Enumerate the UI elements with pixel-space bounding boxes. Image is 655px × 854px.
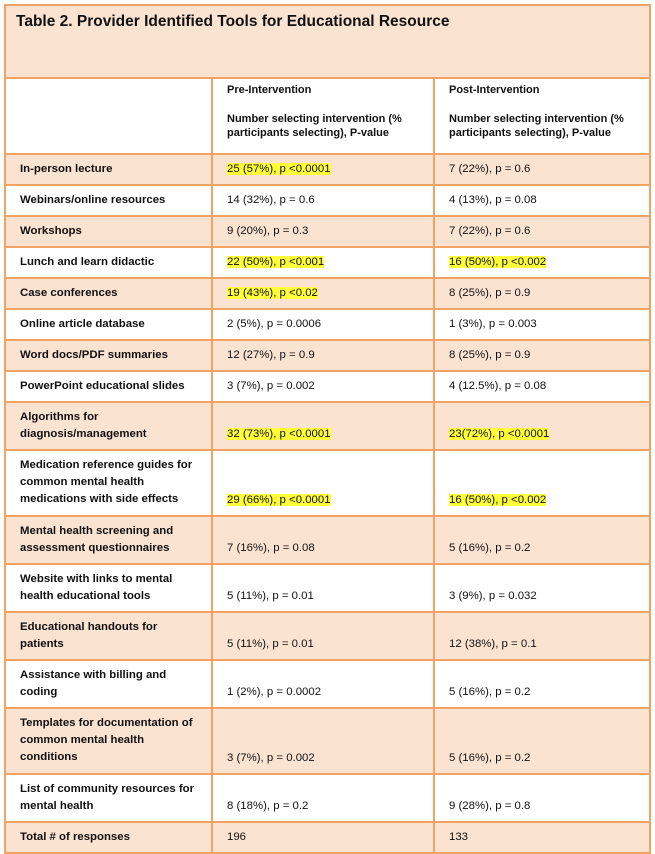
table-row xyxy=(5,309,650,340)
row-label-text: Total # of responses xyxy=(20,831,130,843)
post-value xyxy=(434,822,650,853)
row-label-text: Medication reference guides for common mental health medications with side effects xyxy=(20,459,193,505)
row-label xyxy=(5,371,212,402)
table-row xyxy=(5,564,650,612)
row-label-text: Case conferences xyxy=(20,287,118,299)
header-post-cell xyxy=(434,78,650,154)
row-label-text: Webinars/online resources xyxy=(20,194,166,206)
row-label-text: Word docs/PDF summaries xyxy=(20,349,168,361)
pre-value-text: 9 (20%), p = 0.3 xyxy=(227,225,309,237)
pre-value-text: 32 (73%), p <0.0001 xyxy=(227,428,331,440)
pre-value-text: 196 xyxy=(227,831,247,843)
header-label-cell xyxy=(5,78,212,154)
pre-heading: Pre-Intervention xyxy=(227,84,312,96)
row-label-text: Website with links to mental health educational tools xyxy=(20,573,173,602)
row-label-text: List of community resources for mental health xyxy=(20,783,195,812)
pre-value-text: 3 (7%), p = 0.002 xyxy=(227,380,315,392)
row-label-text: PowerPoint educational slides xyxy=(20,380,185,392)
pre-value xyxy=(212,822,434,853)
post-value-text: 9 (28%), p = 0.8 xyxy=(449,800,531,812)
pre-value xyxy=(212,216,434,247)
table-row xyxy=(5,774,650,822)
pre-subheading: Number selecting intervention (% participants selecting), P-value xyxy=(227,112,402,139)
row-label xyxy=(5,822,212,853)
title-row xyxy=(5,5,650,78)
pre-value xyxy=(212,340,434,371)
table-row xyxy=(5,154,650,185)
pre-value xyxy=(212,660,434,708)
row-label xyxy=(5,185,212,216)
post-value xyxy=(434,340,650,371)
pre-value xyxy=(212,309,434,340)
row-label xyxy=(5,660,212,708)
row-label xyxy=(5,216,212,247)
post-value xyxy=(434,309,650,340)
pre-value-text: 29 (66%), p <0.0001 xyxy=(227,494,331,506)
row-label xyxy=(5,340,212,371)
post-value xyxy=(434,660,650,708)
pre-value-text: 19 (43%), p <0.02 xyxy=(227,287,318,299)
row-label-text: Workshops xyxy=(20,225,82,237)
row-label xyxy=(5,774,212,822)
pre-value-text: 3 (7%), p = 0.002 xyxy=(227,752,315,764)
pre-value xyxy=(212,371,434,402)
post-value xyxy=(434,612,650,660)
post-value-text: 1 (3%), p = 0.003 xyxy=(449,318,537,330)
row-label xyxy=(5,516,212,564)
post-value-text: 7 (22%), p = 0.6 xyxy=(449,225,531,237)
table-row xyxy=(5,340,650,371)
row-label-text: Assistance with billing and coding xyxy=(20,669,167,698)
pre-value-text: 2 (5%), p = 0.0006 xyxy=(227,318,322,330)
row-label xyxy=(5,564,212,612)
title-cell xyxy=(5,5,650,78)
post-value xyxy=(434,278,650,309)
pre-value xyxy=(212,247,434,278)
pre-value-text: 14 (32%), p = 0.6 xyxy=(227,194,315,206)
data-table xyxy=(4,4,651,854)
pre-value xyxy=(212,450,434,516)
row-label-text: Online article database xyxy=(20,318,145,330)
table-row xyxy=(5,516,650,564)
post-value xyxy=(434,516,650,564)
table-row xyxy=(5,216,650,247)
row-label-text: Mental health screening and assessment questionnaires xyxy=(20,525,174,554)
pre-value-text: 8 (18%), p = 0.2 xyxy=(227,800,309,812)
post-value xyxy=(434,774,650,822)
post-value-text: 8 (25%), p = 0.9 xyxy=(449,349,531,361)
pre-value-text: 12 (27%), p = 0.9 xyxy=(227,349,315,361)
row-label xyxy=(5,309,212,340)
post-subheading: Number selecting intervention (% participants selecting), P-value xyxy=(449,112,624,139)
pre-value-text: 25 (57%), p <0.0001 xyxy=(227,163,331,175)
table-row xyxy=(5,247,650,278)
post-value-text: 4 (12.5%), p = 0.08 xyxy=(449,380,547,392)
table-row xyxy=(5,278,650,309)
row-label-text: In-person lecture xyxy=(20,163,113,175)
post-value-text: 8 (25%), p = 0.9 xyxy=(449,287,531,299)
pre-value-text: 1 (2%), p = 0.0002 xyxy=(227,686,322,698)
pre-value xyxy=(212,564,434,612)
row-label xyxy=(5,278,212,309)
header-row xyxy=(5,78,650,154)
post-value-text: 7 (22%), p = 0.6 xyxy=(449,163,531,175)
row-label-text: Algorithms for diagnosis/management xyxy=(20,411,147,440)
row-label xyxy=(5,708,212,774)
post-value-text: 5 (16%), p = 0.2 xyxy=(449,752,531,764)
pre-value xyxy=(212,774,434,822)
post-value-text: 5 (16%), p = 0.2 xyxy=(449,542,531,554)
post-value-text: 16 (50%), p <0.002 xyxy=(449,494,547,506)
row-label xyxy=(5,450,212,516)
table-row xyxy=(5,371,650,402)
post-value xyxy=(434,216,650,247)
post-value-text: 5 (16%), p = 0.2 xyxy=(449,686,531,698)
table-row xyxy=(5,822,650,853)
post-value xyxy=(434,450,650,516)
row-label xyxy=(5,154,212,185)
post-value xyxy=(434,371,650,402)
post-value xyxy=(434,564,650,612)
pre-value-text: 22 (50%), p <0.001 xyxy=(227,256,325,268)
post-value xyxy=(434,708,650,774)
post-value xyxy=(434,402,650,450)
table-row xyxy=(5,450,650,516)
row-label xyxy=(5,247,212,278)
pre-value xyxy=(212,402,434,450)
row-label-text: Templates for documentation of common mental health conditions xyxy=(20,717,193,763)
pre-value-text: 5 (11%), p = 0.01 xyxy=(227,638,314,650)
pre-value-text: 7 (16%), p = 0.08 xyxy=(227,542,315,554)
post-value xyxy=(434,247,650,278)
row-label-text: Educational handouts for patients xyxy=(20,621,158,650)
post-value xyxy=(434,185,650,216)
pre-value xyxy=(212,185,434,216)
pre-value xyxy=(212,612,434,660)
post-value-text: 4 (13%), p = 0.08 xyxy=(449,194,537,206)
pre-value xyxy=(212,154,434,185)
pre-value xyxy=(212,516,434,564)
post-value-text: 3 (9%), p = 0.032 xyxy=(449,590,537,602)
header-pre-cell xyxy=(212,78,434,154)
row-label-text: Lunch and learn didactic xyxy=(20,256,155,268)
post-value-text: 16 (50%), p <0.002 xyxy=(449,256,547,268)
post-value-text: 12 (38%), p = 0.1 xyxy=(449,638,537,650)
table-row xyxy=(5,402,650,450)
pre-value xyxy=(212,708,434,774)
row-label xyxy=(5,402,212,450)
pre-value-text: 5 (11%), p = 0.01 xyxy=(227,590,314,602)
row-label xyxy=(5,612,212,660)
pre-value xyxy=(212,278,434,309)
post-value xyxy=(434,154,650,185)
table-row xyxy=(5,708,650,774)
table-row xyxy=(5,612,650,660)
table-row xyxy=(5,660,650,708)
table-title: Table 2. Provider Identified Tools for Educational Resource xyxy=(16,13,450,30)
post-value-text: 133 xyxy=(449,831,469,843)
post-heading: Post-Intervention xyxy=(449,84,540,96)
post-value-text: 23(72%), p <0.0001 xyxy=(449,428,550,440)
table-row xyxy=(5,185,650,216)
